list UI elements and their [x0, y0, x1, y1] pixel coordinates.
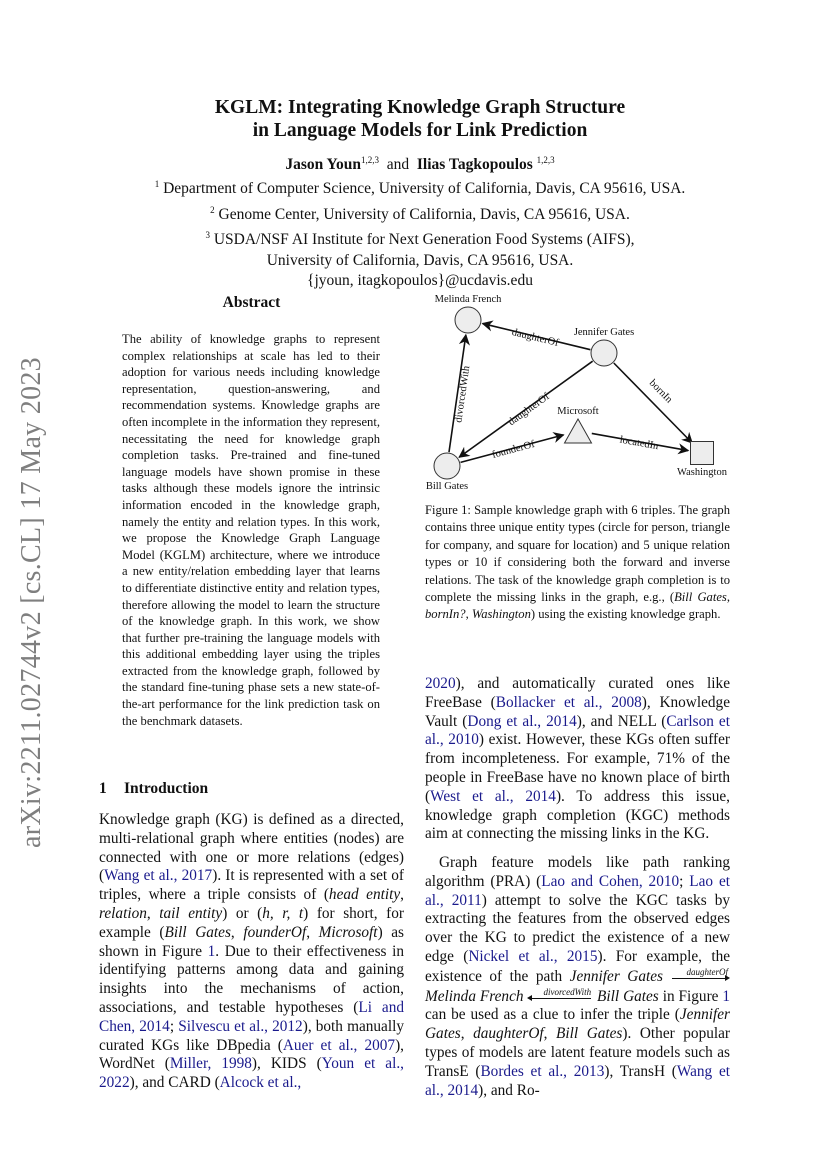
math-triple: h, r, t [262, 904, 304, 922]
intro-paragraph-2: Graph feature models like path ranking algorithm (PRA) (Lao and Cohen, 2010; Lao et al., 2011) attempt to solve the KGC tasks by extracting the features from the observed edges over the KG to predict the existence of a new edge (Nickel et al., 2015). For example, the existence of the path Jennifer Gates daughterOf Melinda French divorcedWith Bill Gates in Figure 1 can be used as a clue to infer the triple (Jennifer Gates, daughterOf, Bill Gates). Other popular types of models are latent feature models such as TransE (Bordes et al., 2013), TransH (Wang et al., 2014), and Ro- [425, 854, 731, 1099]
citation-link[interactable]: Lao et al., 2011 [425, 872, 730, 909]
relation-arrow-forward [670, 967, 730, 979]
text-run: ). To address this issue, knowledge graph completion (KGC) methods aim at connecting the missing links in the KG. [425, 787, 730, 843]
italic-term: Melinda French [425, 987, 524, 1005]
affil-text: University of California, Davis, CA 95616, USA. [266, 251, 574, 269]
text-run: ). Other popular types of models are latent feature models such as TransE ( [425, 1025, 730, 1080]
italic-term: daughterOf [473, 1025, 544, 1043]
edge-label: bornIn [646, 377, 675, 406]
edge-label: locatedIn [618, 434, 660, 453]
relation-label: divorcedWith [543, 986, 592, 997]
edge-label: founderOf [490, 438, 536, 461]
citation-link[interactable]: Auer et al., 2007 [282, 1036, 396, 1054]
text-run: ), KIDS ( [251, 1055, 322, 1073]
node-label: Jennifer Gates [573, 327, 635, 338]
author-name: Jason Youn [285, 156, 361, 173]
node-label: Bill Gates [425, 481, 469, 492]
arxiv-identifier-stamp: arXiv:2211.02744v2 [cs.CL] 17 May 2023 [16, 357, 47, 848]
location-node-square [691, 442, 714, 465]
text-run: ), both manually curated KGs like DBpedia ( [99, 1017, 404, 1054]
italic-term: head entity [328, 886, 401, 904]
person-node-circle [455, 307, 481, 333]
text-run: in Figure [658, 987, 723, 1005]
edge-label: daughterOf [506, 391, 552, 429]
section-number: 1 [99, 780, 107, 797]
knowledge-graph-diagram [420, 290, 740, 495]
relation-arrow-backward [527, 987, 593, 999]
figure-ref-link[interactable]: 1 [722, 987, 731, 1005]
affiliation [100, 174, 740, 200]
intro-paragraph-1-continued [425, 675, 730, 844]
text-run: can be used as a clue to infer the triple ( [425, 1006, 680, 1024]
affiliation [100, 200, 740, 226]
author-name: Ilias Tagkopoulos [416, 156, 533, 173]
edge-bornin-jennifer-washington [614, 363, 692, 443]
affil-mark: 2 [210, 204, 215, 215]
italic-term: Microsoft [318, 923, 378, 941]
text-run: ), and automatically curated ones like FreeBase ( [425, 675, 730, 711]
text-run: ) exist. However, these KGs often suffer from incompleteness. For example, 71% of the people in FreeBase have no known place of birth ( [425, 731, 730, 805]
italic-term: Jennifer Gates [425, 1006, 730, 1043]
citation-link[interactable]: Carlson et al., 2010 [425, 712, 730, 749]
title-line-2: in Language Models for Link Prediction [252, 120, 588, 141]
italic-term: Jennifer Gates [569, 967, 663, 985]
italic-term: bornIn? [425, 607, 466, 622]
edge-label: daughterOf [510, 326, 560, 349]
citation-link[interactable]: Wang et al., 2014 [425, 1062, 730, 1099]
caption-text: Figure 1: Sample knowledge graph with 6 triples. The graph contains three unique entity types (circle for person, triangle for company, and square for location) and 5 unique relation types or 10 if considering both the forward and inverse relations. The task of the knowledge graph completion is to complete the missing links in the graph, e.g., ( [425, 503, 730, 605]
title-line-1: KGLM: Integrating Knowledge Graph Structure [214, 97, 626, 118]
citation-link[interactable]: Dong et al., 2014 [467, 712, 577, 730]
author-conjunction: and [386, 156, 410, 173]
affil-text: Genome Center, University of California, Davis, CA 95616, USA. [218, 205, 630, 223]
text-run: ), Knowledge Vault ( [425, 693, 730, 730]
figure-ref-link[interactable]: 1 [207, 942, 216, 960]
citation-link[interactable]: 2020 [425, 675, 456, 692]
paper-header [100, 96, 740, 292]
edge-label: divorcedWith [453, 365, 473, 424]
figure-1-knowledge-graph [420, 290, 740, 495]
section-title-text: Introduction [124, 780, 209, 797]
affil-text: USDA/NSF AI Institute for Next Generation Food Systems (AIFS), [213, 231, 635, 248]
italic-term: Bill Gates [597, 987, 659, 1005]
person-node-circle [434, 453, 460, 479]
relation-label: daughterOf [686, 966, 728, 977]
citation-link[interactable]: Lao and Cohen, 2010 [541, 872, 680, 890]
affiliation [100, 225, 740, 251]
intro-paragraph-1: Knowledge graph (KG) is defined as a directed, multi-relational graph where entities (nodes) are connected with one or more relations (edges) (Wang et al., 2017). It is represented with a set of triples, where a triple consists of (head entity, relation, tail entity) or (h, r, t) for short, for example (Bill Gates, founderOf, Microsoft) as shown in Figure 1. Due to their effectiveness in identifying patterns among data and gaining insights into the mechanisms of action, associations, and testable hypotheses (Li and Chen, 2014; Silvescu et al., 2012), both manually curated KGs like DBpedia (Auer et al., 2007), WordNet (Miller, 1998), KIDS (Youn et al., 2022), and CARD (Alcock et al., [99, 811, 405, 1092]
citation-link[interactable]: Li and Chen, 2014 [99, 998, 404, 1035]
abstract-heading: Abstract [222, 294, 281, 311]
author-affil-mark: 1,2,3 [536, 155, 555, 165]
text-run: ) as shown in Figure [99, 923, 404, 960]
text-run: ), TransH ( [604, 1062, 677, 1080]
affiliation [100, 251, 740, 272]
section-heading-introduction [99, 780, 208, 798]
text-run: ), WordNet ( [99, 1036, 404, 1073]
left-arrow-icon [529, 998, 591, 999]
italic-term: Bill Gates [164, 923, 231, 941]
citation-link[interactable]: Miller, 1998 [169, 1055, 252, 1073]
company-node-triangle [565, 419, 592, 443]
abstract-body: The ability of knowledge graphs to represent complex relationships at scale has led to their adoption for various needs including knowledge representation, question-answering, and recommendation systems. Knowledge graphs are often incomplete in the information they represent, necessitating the need for knowledge graph completion tasks. Pre-trained and fine-tuned language models have shown promise in these tasks although these models ignore the intrinsic information encoded in the knowledge graph, namely the entity and relation types. In this work, we propose the Knowledge Graph Language Model (KGLM) architecture, where we introduce a new entity/relation embedding layer that learns to differentiate distinctive entity and relation types, therefore allowing the model to learn the structure of the knowledge graph. In this work, we show that further pre-training the language models with this additional embedding layer using the triples extracted from the knowledge graph, followed by the standard fine-tuning phase sets a new state-of-the-art performance for the link prediction task on the benchmark datasets. [122, 332, 380, 728]
affil-mark: 1 [154, 179, 160, 189]
affil-mark: 3 [205, 230, 210, 240]
citation-link[interactable]: Silvescu et al., 2012 [178, 1017, 303, 1035]
italic-term: founderOf [243, 923, 307, 941]
text-run: ). It is represented with a set of triples, where a triple consists of ( [99, 867, 405, 904]
citation-link[interactable]: West et al., 2014 [430, 787, 556, 805]
author-affil-mark: 1,2,3 [361, 155, 379, 165]
text-run: ), and Ro- [478, 1081, 540, 1099]
citation-link[interactable]: Nickel et al., 2015 [468, 947, 598, 965]
italic-term: Bill Gates [674, 590, 727, 605]
citation-link[interactable]: Alcock et al., [219, 1074, 302, 1092]
right-arrow-icon [672, 978, 728, 979]
text-run: ) attempt to solve the KGC tasks by extracting the features from the observed edges over the KG to predict the existence of a new edge ( [425, 891, 730, 965]
paper-title [100, 96, 740, 142]
citation-link[interactable]: Bollacker et al., 2008 [495, 693, 642, 711]
italic-term: Washington [471, 607, 531, 622]
text-run: Knowledge graph (KG) is defined as a directed, multi-relational graph where entities (nodes) are connected with one or more relations (edges) ( [99, 811, 404, 885]
text-run: ). For example, the existence of the path [425, 947, 731, 985]
italic-term: Bill Gates [556, 1025, 623, 1043]
citation-link[interactable]: Bordes et al., 2013 [480, 1062, 605, 1080]
text-run: Graph feature models like path ranking algorithm (PRA) ( [425, 854, 730, 890]
text-run: ), and CARD ( [129, 1074, 220, 1092]
text-run: ) for short, for example ( [99, 904, 405, 941]
node-label: Microsoft [557, 406, 599, 417]
node-label: Melinda French [434, 294, 502, 305]
citation-link[interactable]: Wang et al., 2017 [104, 867, 213, 885]
italic-term: relation [99, 904, 147, 922]
citation-link[interactable]: Youn et al., 2022 [99, 1055, 404, 1092]
caption-text: ) using the existing knowledge graph. [530, 607, 721, 622]
text-run: . Due to their effectiveness in identifying patterns among data and gaining insights into the mechanisms of action, associations, and testable hypotheses ( [99, 942, 404, 1016]
person-node-circle [591, 340, 617, 366]
text-run: ), and NELL ( [576, 712, 667, 730]
author-list [100, 151, 740, 174]
figure-1-caption: Figure 1: Sample knowledge graph with 6 triples. The graph contains three unique entity types (circle for person, triangle for company, and square for location) and 5 unique relation types or 10 if considering both the forward and inverse relations. The task of the knowledge graph completion is to complete the missing links in the graph, e.g., (Bill Gates, bornIn?, Washington) using the existing knowledge graph. [425, 503, 730, 622]
italic-term: tail entity [159, 904, 223, 922]
node-label: Washington [677, 467, 727, 478]
contact-email: {jyoun, itagkopoulos}@ucdavis.edu [307, 272, 533, 289]
text-run: ) or ( [222, 904, 263, 922]
affil-text: Department of Computer Science, University of California, Davis, CA 95616, USA. [163, 180, 686, 197]
